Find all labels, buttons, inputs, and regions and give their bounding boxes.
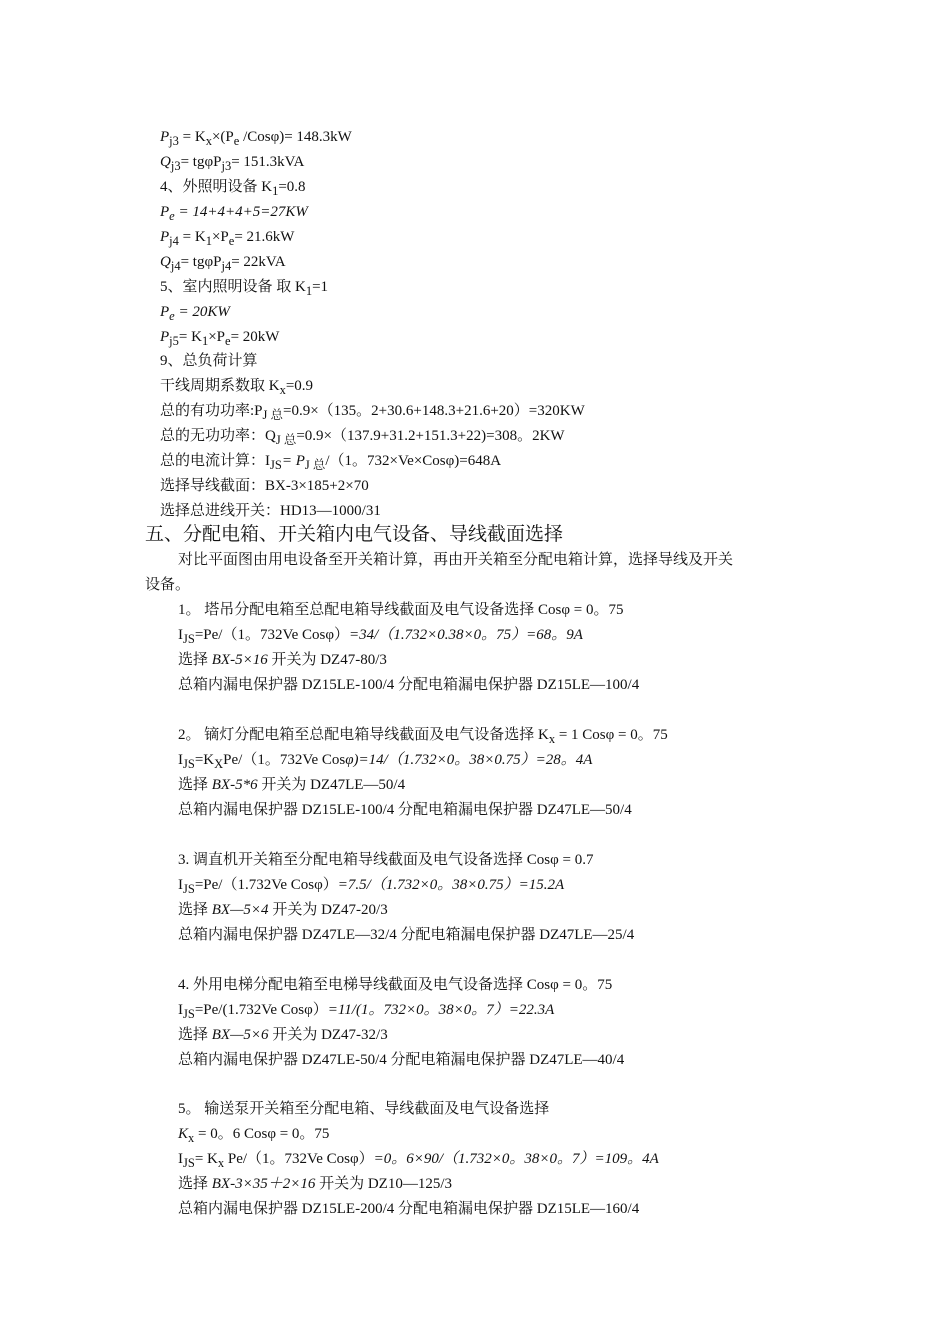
item-3-protector: 总箱内漏电保护器 DZ47LE—32/4 分配电箱漏电保护器 DZ47LE—25/4 (178, 927, 635, 943)
item-1-calc: $I_{JS}=Pe/(1$。732Ve Cosφ）=34/（1.732×0.38×0。75）=68。9A (178, 627, 583, 646)
item-3-title: 3. 调直机开关箱至分配电箱导线截面及电气设备选择 Cosφ = 0.7 (178, 852, 594, 868)
intro-line-1: 对比平面图由用电设备至开关箱计算，再由开关箱至分配电箱计算，选择导线及开关 (178, 552, 734, 568)
intro-line-2: 设备。 (145, 577, 191, 593)
item-1-title: 1。 塔吊分配电箱至总配电箱导线截面及电气设备选择 Cosφ = 0。75 (178, 602, 624, 618)
item-4-calc: $I_{JS}=Pe/(1.732Ve$ Cosφ）=11/(1。732×0。38×0。7）=22.3A (178, 1002, 555, 1021)
main-switch-line: 选择总进线开关：HD13—1000/31 (160, 503, 381, 519)
demand-factor-line: 干线周期系数取 $K_x=0.9$ (160, 378, 314, 397)
total-load-heading: 9、总负荷计算 (160, 353, 258, 369)
item-2-title: 2。 镝灯分配电箱至总配电箱导线截面及电气设备选择 $K_x = 1$ Cosφ = 0。75 (178, 727, 668, 746)
item-1-wire: 选择 BX-5×16 开关为 DZ47-80/3 (178, 652, 387, 668)
item-5-wire: 选择 BX-3×35＋2×16 开关为 DZ10—125/3 (178, 1176, 453, 1192)
item-4-wire: 选择 BX—5×6 开关为 DZ47-32/3 (178, 1027, 388, 1043)
pj3-formula: $P_{j3} = K_x\times(P_e$ /Cosφ)= 148.3kW (160, 129, 352, 148)
item-3-calc: $I_{JS}=Pe/(1.732Ve$ Cosφ）=7.5/（1.732×0。38×0.75）=15.2A (178, 877, 565, 896)
indoor-lighting-item: 5、室内照明设备 取 $K_1=1$ (160, 279, 329, 298)
pj4-formula: $P_{j4} = K_1\times P_e= 21.6kW$ (160, 229, 295, 248)
item-2-wire: 选择 BX-5*6 开关为 DZ47LE—50/4 (178, 777, 406, 793)
item-4-protector: 总箱内漏电保护器 DZ47LE-50/4 分配电箱漏电保护器 DZ47LE—40/4 (178, 1052, 625, 1068)
item-2-calc: $I_{JS}=K_XPe/(1$。732Ve Cosφ)=14/（1.732×0。38×0.75）=28。4A (178, 752, 593, 771)
item-3-wire: 选择 BX—5×4 开关为 DZ47-20/3 (178, 902, 388, 918)
section-heading: 五、分配电箱、开关箱内电气设备、导线截面选择 (145, 524, 564, 545)
item-2-protector: 总箱内漏电保护器 DZ15LE-100/4 分配电箱漏电保护器 DZ47LE—50/4 (178, 802, 632, 818)
pe-outdoor-formula: $P_e = 14+4+4+5=27KW$ (160, 204, 308, 223)
pe-indoor-formula: $P_e = 20KW$ (160, 304, 230, 323)
active-power-line: 总的有功功率$:P_{J 总}=0.9\times(135$。2+30.6+148.3+21.6+20）=320KW (160, 403, 585, 422)
wire-selection-line: 选择导线截面：BX-3×185+2×70 (160, 478, 369, 494)
item-5-kx: $K_x = 0$。6 Cosφ = 0。75 (178, 1126, 330, 1145)
qj3-formula: $Q_{j3}= tg\varphi P_{j3}= 151.3kVA$ (160, 154, 305, 173)
item-1-protector: 总箱内漏电保护器 DZ15LE-100/4 分配电箱漏电保护器 DZ15LE—100/4 (178, 677, 640, 693)
outdoor-lighting-item: 4、外照明设备 $K_1=0.8$ (160, 179, 306, 198)
item-5-title: 5。 输送泵开关箱至分配电箱、导线截面及电气设备选择 (178, 1101, 550, 1117)
pj5-formula: $P_{j5}= K_1\times P_e= 20kW$ (160, 329, 280, 348)
qj4-formula: $Q_{j4}= tg\varphi P_{j4}= 22kVA$ (160, 254, 286, 273)
item-5-calc: $I_{JS}= K_x$ Pe/（1。732Ve Cosφ）=0。6×90/（1.732×0。38×0。7）=109。4A (178, 1151, 659, 1170)
item-5-protector: 总箱内漏电保护器 DZ15LE-200/4 分配电箱漏电保护器 DZ15LE—160/4 (178, 1201, 640, 1217)
current-calc-line: 总的电流计算：$I_{JS}= P_{J 总}/(1$。732×Ve×Cosφ)=648A (160, 453, 502, 472)
item-4-title: 4. 外用电梯分配电箱至电梯导线截面及电气设备选择 Cosφ = 0。75 (178, 977, 613, 993)
reactive-power-line: 总的无功功率：$Q_{J 总}=0.9\times(137.9+31.2+151.3+22)=308$。2KW (160, 428, 565, 447)
